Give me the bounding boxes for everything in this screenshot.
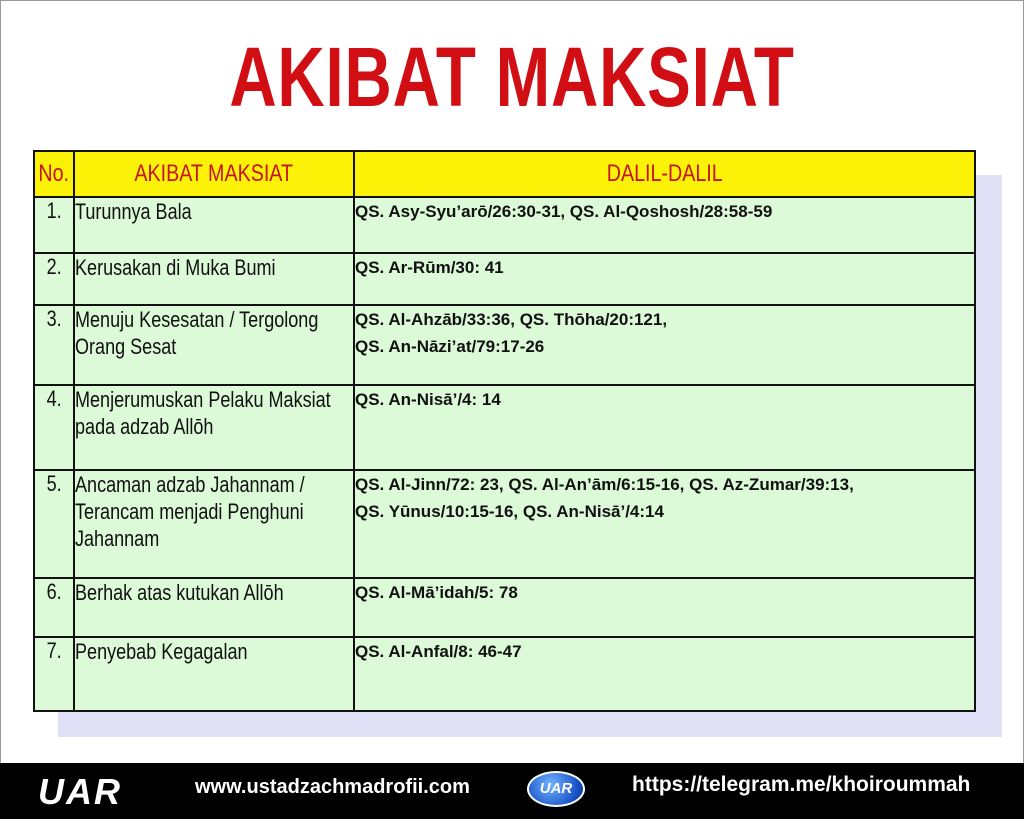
row-akibat: Turunnya Bala <box>74 197 354 253</box>
row-number: 4. <box>34 385 74 470</box>
table-row <box>34 578 975 637</box>
table-row <box>34 197 975 253</box>
page-title: AKIBAT MAKSIAT <box>229 30 795 124</box>
table-row <box>34 637 975 711</box>
table-row <box>34 385 975 470</box>
telegram-link[interactable]: https://telegram.me/khoiroummah <box>632 773 971 796</box>
row-number: 2. <box>34 253 74 305</box>
row-dalil: QS. Ar-Rūm/30: 41 <box>354 253 975 305</box>
row-akibat: Kerusakan di Muka Bumi <box>74 253 354 305</box>
uar-badge-icon: UAR <box>527 771 585 807</box>
header-akibat: AKIBAT MAKSIAT <box>74 151 354 197</box>
row-number: 7. <box>34 637 74 711</box>
table-row <box>34 253 975 305</box>
table-row <box>34 470 975 578</box>
row-akibat: Menjerumuskan Pelaku Maksiat pada adzab Allōh <box>74 385 354 470</box>
row-dalil: QS. Al-Ahzāb/33:36, QS. Thōha/20:121, QS. An-Nāzi’at/79:17-26 <box>354 305 975 385</box>
row-dalil: QS. Al-Jinn/72: 23, QS. Al-An’ām/6:15-16, QS. Az-Zumar/39:13, QS. Yūnus/10:15-16, QS. An-Nisā’/4:14 <box>354 470 975 578</box>
website-link[interactable]: www.ustadzachmadrofii.com <box>195 776 470 798</box>
row-dalil: QS. Asy-Syu’arō/26:30-31, QS. Al-Qoshosh/28:58-59 <box>354 197 975 253</box>
row-number: 6. <box>34 578 74 637</box>
header-dalil: DALIL-DALIL <box>354 151 975 197</box>
uar-logo: UAR <box>38 771 122 812</box>
row-number: 3. <box>34 305 74 385</box>
footer-bar <box>0 763 1024 819</box>
row-akibat: Penyebab Kegagalan <box>74 637 354 711</box>
row-dalil: QS. Al-Anfal/8: 46-47 <box>354 637 975 711</box>
row-akibat: Berhak atas kutukan Allōh <box>74 578 354 637</box>
table-row <box>34 305 975 385</box>
row-number: 5. <box>34 470 74 578</box>
akibat-table <box>33 150 976 712</box>
table-header-row <box>34 151 975 197</box>
row-dalil: QS. Al-Mā’idah/5: 78 <box>354 578 975 637</box>
row-dalil: QS. An-Nisā’/4: 14 <box>354 385 975 470</box>
row-akibat: Ancaman adzab Jahannam / Terancam menjadi Penghuni Jahannam <box>74 470 354 578</box>
header-no: No. <box>34 151 74 197</box>
row-akibat: Menuju Kesesatan / Tergolong Orang Sesat <box>74 305 354 385</box>
row-number: 1. <box>34 197 74 253</box>
